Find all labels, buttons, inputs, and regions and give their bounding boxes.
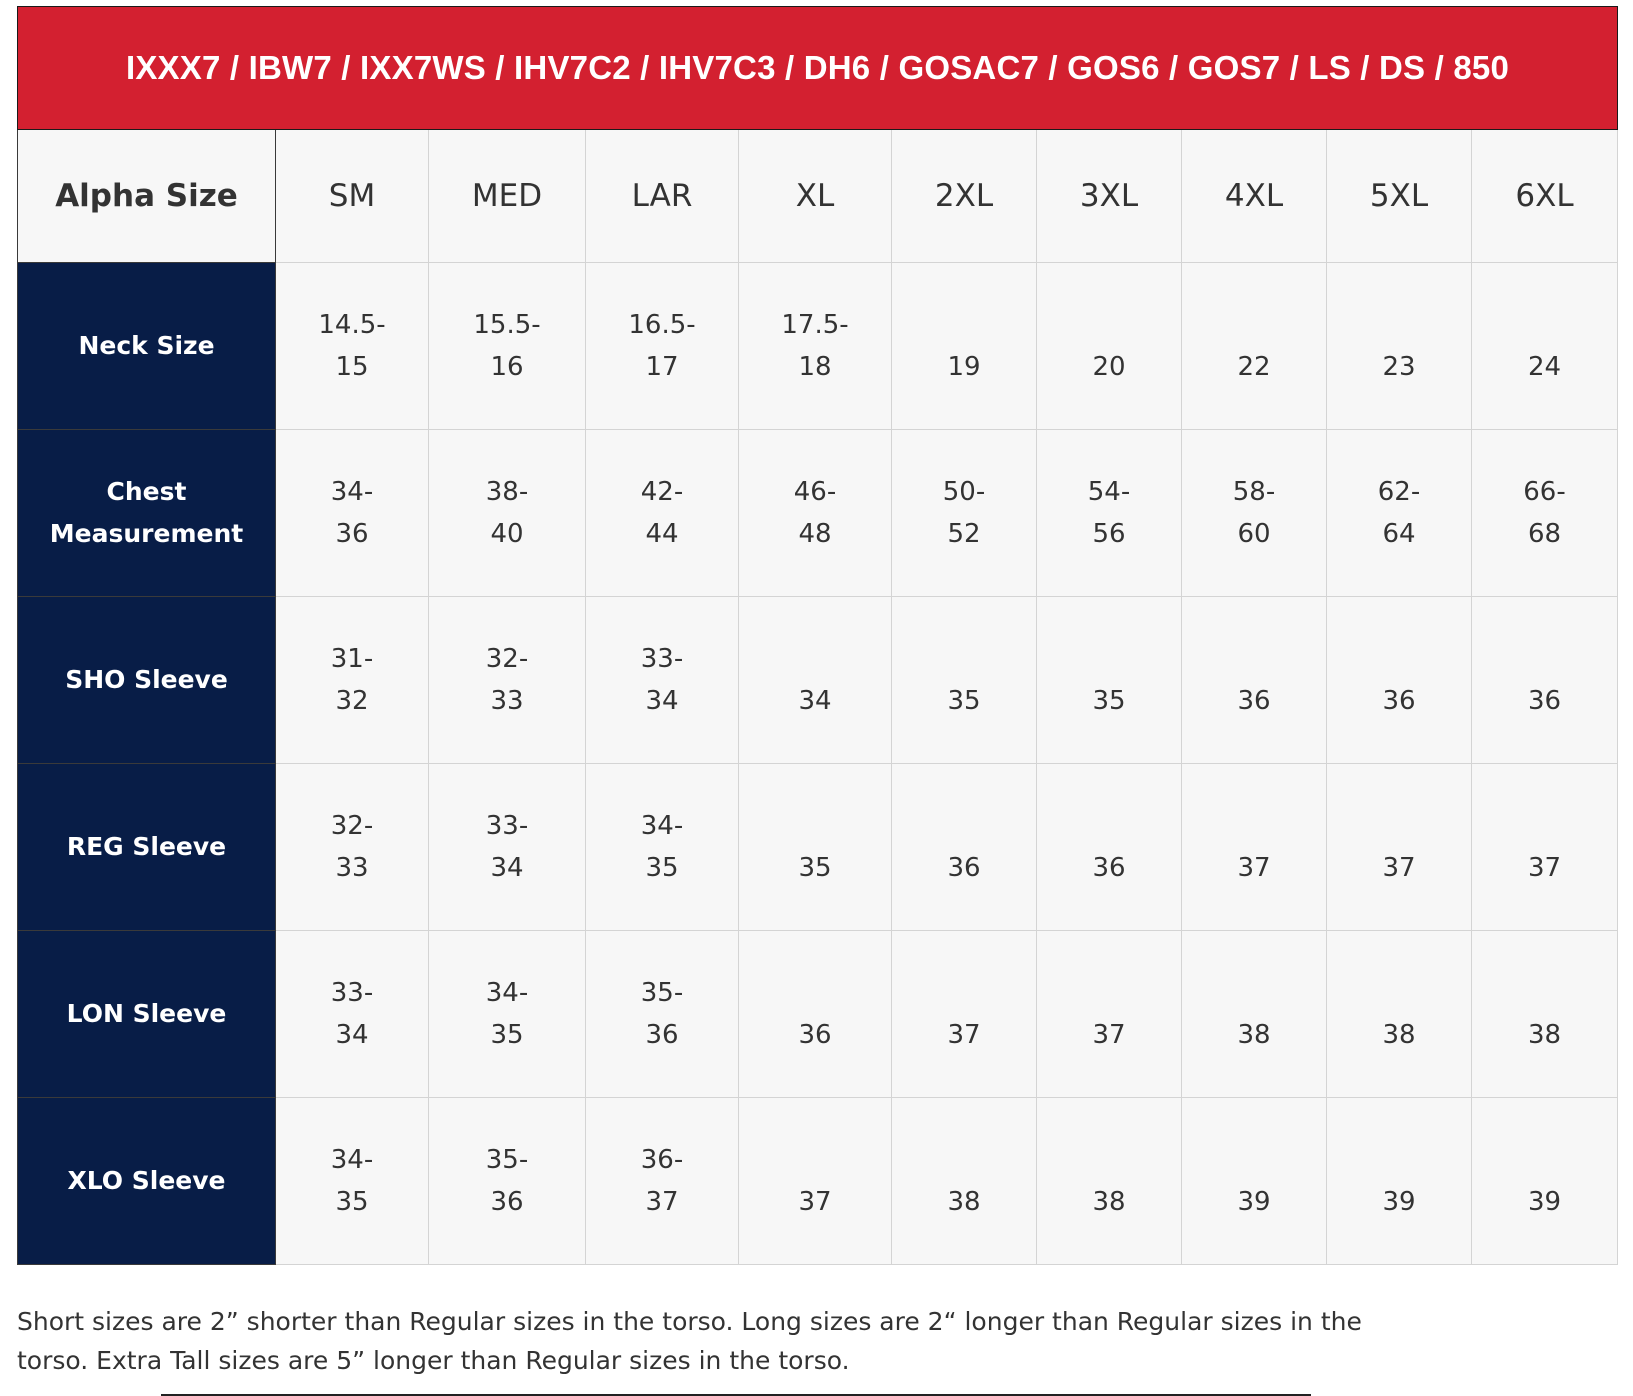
cell-value-line-2: 20 xyxy=(1092,352,1126,382)
cell-value xyxy=(1206,805,1302,889)
table-cell xyxy=(1182,1098,1327,1265)
cell-value-line-2: 32 xyxy=(335,686,369,716)
cell-value-line-2: 34 xyxy=(335,1020,369,1050)
cell-value-line-1: 33- xyxy=(330,978,374,1008)
cell-value-line-1 xyxy=(1206,972,1302,1014)
table-cell xyxy=(892,764,1037,931)
cell-value xyxy=(459,304,555,388)
cell-value xyxy=(1061,1139,1157,1223)
cell-value xyxy=(1061,972,1157,1056)
cell-value-line-2: 35 xyxy=(798,853,832,883)
cell-value-line-2: 36 xyxy=(798,1020,832,1050)
table-cell xyxy=(1182,263,1327,430)
cell-value-line-2: 37 xyxy=(798,1187,832,1217)
table-cell xyxy=(429,1098,586,1265)
table-cell xyxy=(1037,597,1182,764)
table-cell xyxy=(429,263,586,430)
cell-value xyxy=(304,805,400,889)
table-cell xyxy=(892,1098,1037,1265)
cell-value-line-1 xyxy=(1206,805,1302,847)
cell-value xyxy=(459,805,555,889)
cell-value-line-1 xyxy=(916,972,1012,1014)
cell-value xyxy=(459,471,555,555)
table-row xyxy=(18,263,1618,430)
table-cell xyxy=(1327,764,1472,931)
cell-value-line-2: 18 xyxy=(798,352,832,382)
table-row xyxy=(18,430,1618,597)
cell-value-line-1 xyxy=(1061,304,1157,346)
table-cell xyxy=(892,597,1037,764)
cell-value-line-2: 16 xyxy=(490,352,524,382)
cell-value-line-2: 37 xyxy=(1092,1020,1126,1050)
cell-value-line-2: 39 xyxy=(1237,1187,1271,1217)
title-row xyxy=(18,7,1618,130)
cell-value-line-1: 34- xyxy=(485,978,529,1008)
size-header-6xl: 6XL xyxy=(1472,130,1618,263)
cell-value xyxy=(304,972,400,1056)
table-cell xyxy=(1037,430,1182,597)
cell-value-line-1: 32- xyxy=(330,811,374,841)
cell-value-line-2: 36 xyxy=(1237,686,1271,716)
cell-value-line-2: 38 xyxy=(1527,1020,1562,1050)
cell-value xyxy=(916,805,1012,889)
table-cell xyxy=(1182,931,1327,1098)
row-label-line: Chest xyxy=(106,477,187,506)
cell-value xyxy=(767,972,863,1056)
cell-value-line-2: 56 xyxy=(1092,519,1126,549)
cell-value-line-1: 46- xyxy=(793,477,837,507)
cell-value xyxy=(1061,304,1157,388)
table-cell xyxy=(276,597,429,764)
cell-value-line-2: 36 xyxy=(1382,686,1416,716)
cell-value-line-1: 58- xyxy=(1232,477,1276,507)
cell-value-line-1 xyxy=(1061,972,1157,1014)
row-label-line: LON Sleeve xyxy=(66,999,227,1028)
cell-value-line-2: 64 xyxy=(1382,519,1416,549)
cell-value xyxy=(614,1139,710,1223)
cell-value-line-2: 39 xyxy=(1527,1187,1562,1217)
cell-value xyxy=(1497,972,1593,1056)
size-header-2xl: 2XL xyxy=(892,130,1037,263)
cell-value-line-2: 52 xyxy=(947,519,981,549)
cell-value-line-2: 35 xyxy=(947,686,981,716)
table-cell xyxy=(739,430,892,597)
cell-value-line-2: 15 xyxy=(335,352,369,382)
table-cell xyxy=(586,430,739,597)
cell-value-line-2: 34 xyxy=(645,686,679,716)
cell-value-line-1 xyxy=(916,304,1012,346)
cell-value-line-1 xyxy=(916,805,1012,847)
cell-value-line-1 xyxy=(1061,1139,1157,1181)
table-cell xyxy=(1327,1098,1472,1265)
cell-value-line-2: 40 xyxy=(490,519,524,549)
cell-value xyxy=(1206,304,1302,388)
cell-value xyxy=(1351,805,1447,889)
table-cell xyxy=(1327,430,1472,597)
cell-value-line-1: 42- xyxy=(640,477,684,507)
table-cell xyxy=(1472,1098,1618,1265)
cell-value-line-2: 38 xyxy=(947,1187,981,1217)
table-cell xyxy=(892,430,1037,597)
cell-value xyxy=(304,638,400,722)
cell-value xyxy=(916,1139,1012,1223)
cell-value-line-1: 66- xyxy=(1523,477,1566,507)
cell-value-line-2: 60 xyxy=(1237,519,1271,549)
cell-value-line-2: 35 xyxy=(1092,686,1126,716)
table-cell xyxy=(586,764,739,931)
table-cell xyxy=(739,931,892,1098)
row-label-line: Neck Size xyxy=(78,331,215,360)
table-cell xyxy=(429,931,586,1098)
cell-value xyxy=(1351,972,1447,1056)
cell-value-line-2: 36 xyxy=(645,1020,679,1050)
sizing-note: Short sizes are 2” shorter than Regular sizes in the torso. Long sizes are 2“ longer than Regular sizes in the torso. Extra Tall sizes are 5” longer than Regular sizes in the torso. xyxy=(17,1307,1362,1375)
row-label xyxy=(18,597,276,764)
cell-value xyxy=(767,471,863,555)
cell-value xyxy=(767,304,863,388)
table-cell xyxy=(1182,597,1327,764)
size-header-med: MED xyxy=(429,130,586,263)
cell-value-line-2: 17 xyxy=(645,352,679,382)
cell-value-line-2: 33 xyxy=(490,686,524,716)
cell-value-line-2: 36 xyxy=(490,1187,524,1217)
cell-value xyxy=(767,1139,863,1223)
row-label-line: Measurement xyxy=(49,519,244,548)
cell-value-line-1 xyxy=(1206,1139,1302,1181)
table-cell xyxy=(1472,430,1618,597)
cell-value-line-1: 38- xyxy=(485,477,529,507)
cell-value-line-1: 15.5- xyxy=(473,310,541,340)
table-cell xyxy=(739,764,892,931)
cell-value xyxy=(1497,805,1593,889)
cell-value xyxy=(916,304,1012,388)
cell-value-line-1: 33- xyxy=(485,811,529,841)
cell-value xyxy=(304,1139,400,1223)
cell-value xyxy=(1206,638,1302,722)
table-cell xyxy=(1472,597,1618,764)
cell-value-line-2: 38 xyxy=(1092,1187,1126,1217)
cell-value-line-1: 54- xyxy=(1087,477,1131,507)
cell-value-line-2: 38 xyxy=(1237,1020,1271,1050)
row-label xyxy=(18,430,276,597)
table-cell xyxy=(276,263,429,430)
cell-value-line-2: 34 xyxy=(798,686,832,716)
cell-value xyxy=(767,638,863,722)
cell-value xyxy=(916,972,1012,1056)
chart-title: IXXX7 / IBW7 / IXX7WS / IHV7C2 / IHV7C3 / DH6 / GOSAC7 / GOS6 / GOS7 / LS / DS / 850 xyxy=(18,7,1618,130)
table-cell xyxy=(739,263,892,430)
cell-value-line-1 xyxy=(1351,304,1447,346)
cell-value-line-1 xyxy=(916,1139,1012,1181)
cell-value-line-1 xyxy=(1497,972,1593,1014)
cell-value xyxy=(1061,638,1157,722)
size-chart-table xyxy=(17,6,1618,1265)
table-cell xyxy=(1327,931,1472,1098)
cell-value-line-2: 33 xyxy=(335,853,369,883)
cell-value-line-1: 34- xyxy=(640,811,684,841)
cell-value xyxy=(1206,471,1302,555)
size-header-sm: SM xyxy=(276,130,429,263)
cell-value-line-2: 35 xyxy=(335,1187,369,1217)
row-label xyxy=(18,263,276,430)
cell-value-line-2: 36 xyxy=(335,519,369,549)
cell-value-line-1 xyxy=(1497,805,1593,847)
cell-value-line-2: 68 xyxy=(1527,519,1562,549)
cell-value-line-1 xyxy=(1497,638,1593,680)
table-cell xyxy=(1182,430,1327,597)
table-cell xyxy=(429,597,586,764)
table-cell xyxy=(276,764,429,931)
cell-value-line-1 xyxy=(1351,1139,1447,1181)
size-header-5xl: 5XL xyxy=(1327,130,1472,263)
cell-value xyxy=(1497,471,1593,555)
cell-value-line-2: 38 xyxy=(1382,1020,1416,1050)
cell-value-line-1: 16.5- xyxy=(628,310,696,340)
cell-value-line-1 xyxy=(1497,1139,1593,1181)
cell-value xyxy=(1061,805,1157,889)
table-row xyxy=(18,597,1618,764)
row-label xyxy=(18,764,276,931)
table-cell xyxy=(739,597,892,764)
table-row xyxy=(18,1098,1618,1265)
table-cell xyxy=(276,430,429,597)
cell-value-line-1: 50- xyxy=(942,477,986,507)
cell-value-line-1 xyxy=(767,638,863,680)
cell-value-line-1 xyxy=(1351,805,1447,847)
table-cell xyxy=(892,263,1037,430)
cell-value-line-2: 37 xyxy=(645,1187,679,1217)
cell-value-line-1 xyxy=(1206,638,1302,680)
cell-value-line-1: 34- xyxy=(330,477,374,507)
cell-value-line-2: 35 xyxy=(490,1020,524,1050)
table-cell xyxy=(429,764,586,931)
table-cell xyxy=(586,931,739,1098)
table-row xyxy=(18,764,1618,931)
cell-value-line-1 xyxy=(1061,805,1157,847)
cell-value-line-2: 35 xyxy=(645,853,679,883)
size-header-xl: XL xyxy=(739,130,892,263)
cell-value-line-1: 34- xyxy=(330,1145,374,1175)
cell-value-line-2: 37 xyxy=(1237,853,1271,883)
cell-value xyxy=(614,638,710,722)
cell-value-line-1: 36- xyxy=(640,1145,684,1175)
cell-value xyxy=(1497,1139,1593,1223)
cell-value-line-2: 37 xyxy=(1382,853,1416,883)
table-cell xyxy=(1472,931,1618,1098)
cell-value xyxy=(459,972,555,1056)
cell-value-line-2: 24 xyxy=(1527,352,1562,382)
cell-value xyxy=(1206,1139,1302,1223)
cell-value-line-2: 48 xyxy=(798,519,832,549)
cell-value-line-2: 36 xyxy=(947,853,981,883)
cell-value-line-1: 35- xyxy=(485,1145,529,1175)
size-header-3xl: 3XL xyxy=(1037,130,1182,263)
cell-value-line-2: 39 xyxy=(1382,1187,1416,1217)
cell-value xyxy=(767,805,863,889)
cell-value xyxy=(614,805,710,889)
cell-value xyxy=(304,471,400,555)
row-label-line: XLO Sleeve xyxy=(67,1166,226,1195)
cell-value-line-1: 14.5- xyxy=(318,310,386,340)
cell-value-line-2: 34 xyxy=(490,853,524,883)
table-cell xyxy=(1327,597,1472,764)
cell-value xyxy=(459,638,555,722)
cell-value-line-2: 23 xyxy=(1382,352,1416,382)
chart-body xyxy=(18,130,1618,1265)
cell-value xyxy=(1351,638,1447,722)
cell-value xyxy=(614,471,710,555)
cell-value xyxy=(1497,304,1593,388)
cell-value-line-1: 31- xyxy=(330,644,374,674)
table-cell xyxy=(1472,263,1618,430)
cell-value xyxy=(614,304,710,388)
cell-value-line-1 xyxy=(1061,638,1157,680)
size-header-4xl: 4XL xyxy=(1182,130,1327,263)
size-header-lar: LAR xyxy=(586,130,739,263)
table-cell xyxy=(586,263,739,430)
row-label-line: SHO Sleeve xyxy=(65,665,228,694)
alpha-size-label: Alpha Size xyxy=(18,130,276,263)
cell-value-line-2: 36 xyxy=(1527,686,1562,716)
table-cell xyxy=(1037,1098,1182,1265)
cell-value-line-1: 62- xyxy=(1377,477,1421,507)
cell-value-line-2: 37 xyxy=(947,1020,981,1050)
table-cell xyxy=(892,931,1037,1098)
cell-value xyxy=(1351,1139,1447,1223)
row-label xyxy=(18,1098,276,1265)
cell-value xyxy=(916,471,1012,555)
cell-value-line-1 xyxy=(1206,304,1302,346)
table-cell xyxy=(429,430,586,597)
cell-value-line-2: 36 xyxy=(1092,853,1126,883)
cell-value xyxy=(916,638,1012,722)
table-cell xyxy=(1327,263,1472,430)
cell-value-line-2: 37 xyxy=(1527,853,1562,883)
cell-value-line-2: 22 xyxy=(1237,352,1271,382)
cell-value-line-1 xyxy=(767,805,863,847)
table-cell xyxy=(276,931,429,1098)
table-cell xyxy=(586,597,739,764)
cell-value-line-1 xyxy=(1351,972,1447,1014)
cell-value xyxy=(1351,304,1447,388)
cell-value xyxy=(614,972,710,1056)
cell-value-line-1 xyxy=(767,972,863,1014)
cell-value-line-1: 32- xyxy=(485,644,529,674)
table-cell xyxy=(1037,931,1182,1098)
cell-value-line-2: 19 xyxy=(947,352,981,382)
row-label xyxy=(18,931,276,1098)
cell-value xyxy=(1351,471,1447,555)
size-header-row xyxy=(18,130,1618,263)
cell-value xyxy=(304,304,400,388)
table-cell xyxy=(1037,764,1182,931)
cell-value-line-1: 35- xyxy=(640,978,684,1008)
cell-value-line-1 xyxy=(767,1139,863,1181)
table-cell xyxy=(1037,263,1182,430)
cell-value xyxy=(459,1139,555,1223)
table-cell xyxy=(1182,764,1327,931)
cell-value-line-1 xyxy=(1351,638,1447,680)
cell-value-line-1: 33- xyxy=(640,644,684,674)
cell-value xyxy=(1206,972,1302,1056)
cell-value-line-1: 17.5- xyxy=(781,310,849,340)
table-cell xyxy=(739,1098,892,1265)
table-cell xyxy=(276,1098,429,1265)
row-label-line: REG Sleeve xyxy=(66,832,227,861)
cell-value-line-1 xyxy=(916,638,1012,680)
cell-value xyxy=(1497,638,1593,722)
table-cell xyxy=(586,1098,739,1265)
cell-value xyxy=(1061,471,1157,555)
cell-value-line-1 xyxy=(1497,304,1593,346)
cell-value-line-2: 44 xyxy=(645,519,679,549)
table-cell xyxy=(1472,764,1618,931)
table-row xyxy=(18,931,1618,1098)
